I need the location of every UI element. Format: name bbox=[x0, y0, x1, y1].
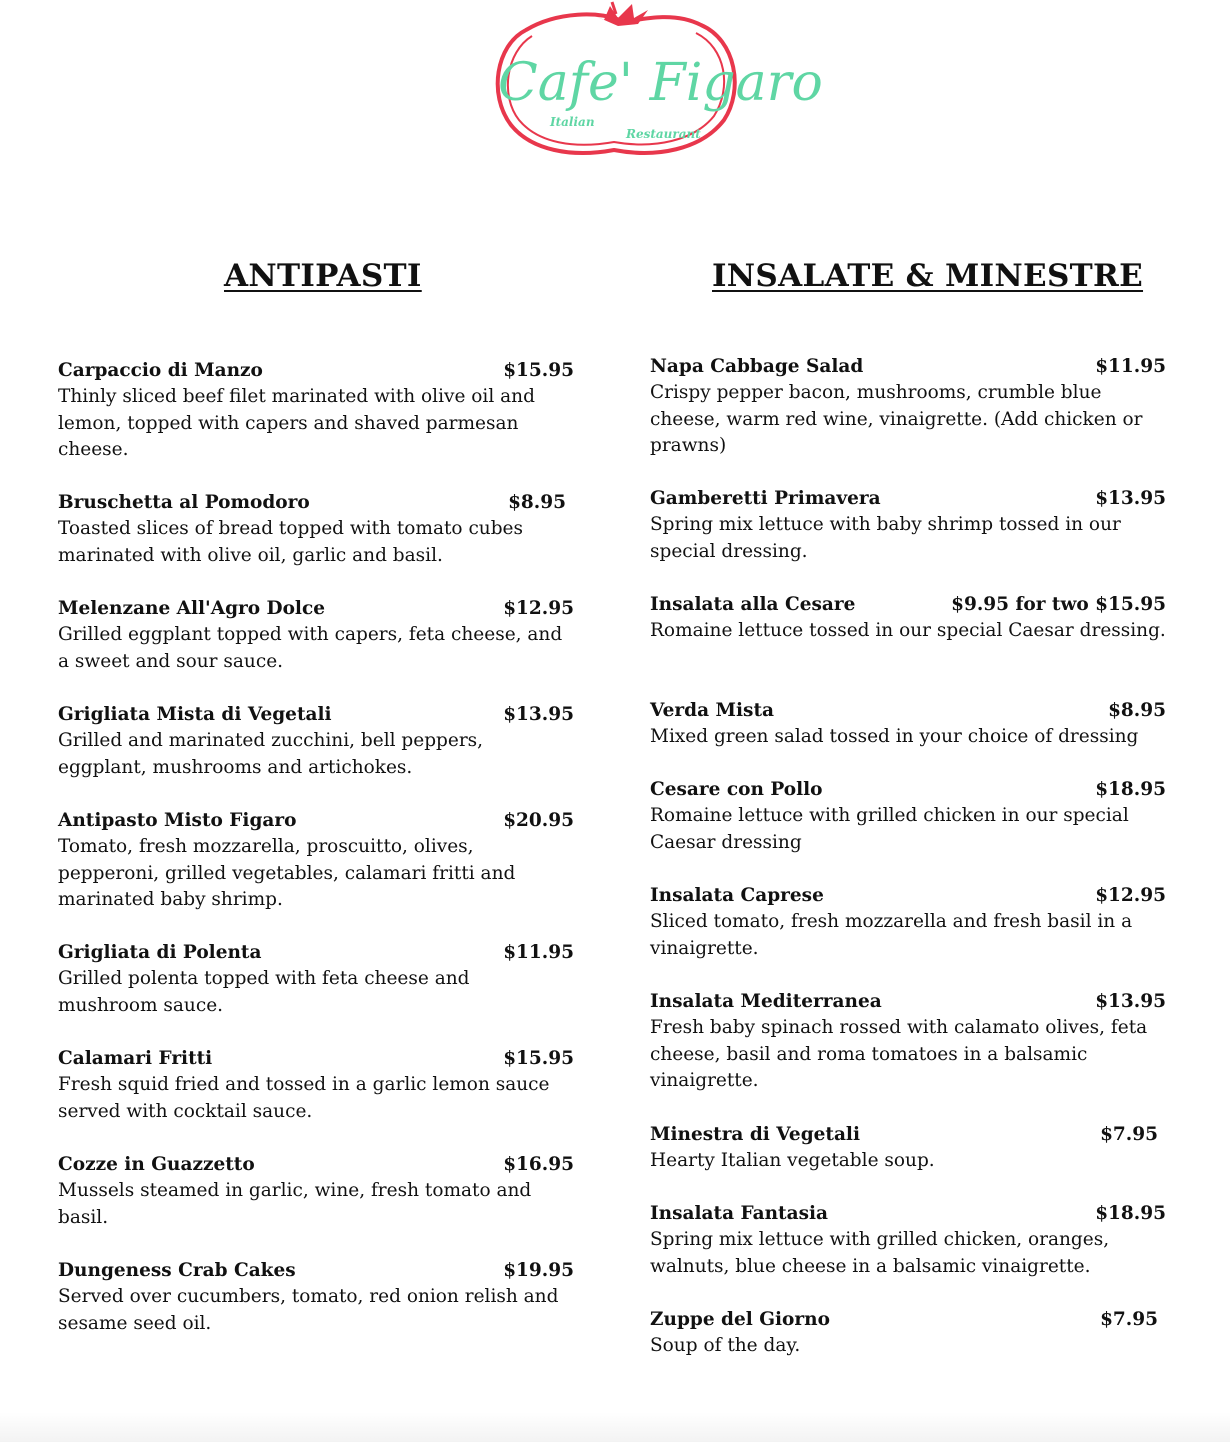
item-description: Sliced tomato, fresh mozzarella and fresh basil in a vinaigrette. bbox=[650, 911, 1133, 959]
item-name: Insalata alla Cesare bbox=[650, 594, 856, 615]
item-name: Dungeness Crab Cakes bbox=[58, 1260, 296, 1281]
menu-item bbox=[58, 1045, 574, 1125]
item-description: Toasted slices of bread topped with tomato cubes marinated with olive oil, garlic and basil. bbox=[58, 518, 524, 566]
item-name: Cozze in Guazzetto bbox=[58, 1154, 255, 1175]
item-name: Gamberetti Primavera bbox=[650, 488, 881, 509]
item-name: Calamari Fritti bbox=[58, 1048, 213, 1069]
item-price: $20.95 bbox=[503, 810, 574, 831]
item-description: Soup of the day. bbox=[650, 1335, 801, 1356]
item-description: Spring mix lettuce with grilled chicken, oranges, walnuts, blue cheese in a balsamic vinaigrette. bbox=[650, 1229, 1110, 1277]
item-price: $8.95 bbox=[1108, 700, 1166, 721]
menu-item bbox=[58, 489, 574, 569]
item-price: $15.95 bbox=[503, 1048, 574, 1069]
item-description: Spring mix lettuce with baby shrimp tossed in our special dressing. bbox=[650, 514, 1121, 562]
item-price: $9.95 for two $15.95 bbox=[951, 594, 1166, 615]
menu-item bbox=[650, 353, 1166, 460]
item-price: $13.95 bbox=[503, 704, 574, 725]
item-price: $19.95 bbox=[503, 1260, 574, 1281]
menu-item bbox=[58, 701, 574, 781]
menu-item bbox=[650, 988, 1166, 1095]
logo-tagline-italian: Italian bbox=[550, 115, 595, 129]
item-name: Verda Mista bbox=[650, 700, 774, 721]
menu-item bbox=[650, 591, 1166, 645]
item-name: Insalata Caprese bbox=[650, 885, 824, 906]
item-description: Romaine lettuce tossed in our special Caesar dressing. bbox=[650, 620, 1166, 641]
item-name: Grigliata di Polenta bbox=[58, 942, 262, 963]
menu-item bbox=[58, 1257, 574, 1337]
item-description: Tomato, fresh mozzarella, proscuitto, olives, pepperoni, grilled vegetables, calamari fritti and marinated baby shrimp. bbox=[58, 836, 516, 910]
menu-item bbox=[58, 939, 574, 1019]
item-description: Fresh baby spinach rossed with calamato olives, feta cheese, basil and roma tomatoes in a balsamic vinaigrette. bbox=[650, 1017, 1148, 1091]
item-price: $18.95 bbox=[1095, 1203, 1166, 1224]
item-description: Romaine lettuce with grilled chicken in our special Caesar dressing bbox=[650, 805, 1129, 853]
item-price: $7.95 bbox=[1100, 1309, 1158, 1330]
item-price: $7.95 bbox=[1100, 1124, 1158, 1145]
item-name: Zuppe del Giorno bbox=[650, 1309, 830, 1330]
menu-item bbox=[650, 697, 1166, 751]
tomato-logo-icon bbox=[486, 0, 823, 162]
item-name: Insalata Fantasia bbox=[650, 1203, 829, 1224]
item-price: $18.95 bbox=[1095, 779, 1166, 800]
item-description: Hearty Italian vegetable soup. bbox=[650, 1150, 935, 1171]
item-price: $12.95 bbox=[1095, 885, 1166, 906]
item-price: $12.95 bbox=[503, 598, 574, 619]
item-description: Served over cucumbers, tomato, red onion relish and sesame seed oil. bbox=[58, 1286, 559, 1334]
item-name: Bruschetta al Pomodoro bbox=[58, 492, 310, 513]
logo-name: Cafe' Figaro bbox=[498, 53, 823, 113]
item-price: $13.95 bbox=[1095, 991, 1166, 1012]
item-price: $11.95 bbox=[503, 942, 574, 963]
restaurant-logo bbox=[486, 0, 823, 162]
item-price: $16.95 bbox=[503, 1154, 574, 1175]
menu-item bbox=[650, 1306, 1166, 1360]
menu-item bbox=[650, 1121, 1166, 1175]
item-description: Fresh squid fried and tossed in a garlic lemon sauce served with cocktail sauce. bbox=[58, 1074, 550, 1122]
menu-item bbox=[650, 776, 1166, 856]
item-description: Grilled eggplant topped with capers, feta cheese, and a sweet and sour sauce. bbox=[58, 624, 563, 672]
item-name: Melenzane All'Agro Dolce bbox=[58, 598, 325, 619]
item-price: $11.95 bbox=[1095, 356, 1166, 377]
logo-tagline-restaurant: Restaurant bbox=[626, 127, 701, 141]
item-name: Minestra di Vegetali bbox=[650, 1124, 860, 1145]
item-name: Napa Cabbage Salad bbox=[650, 356, 864, 377]
item-name: Grigliata Mista di Vegetali bbox=[58, 704, 332, 725]
item-description: Mussels steamed in garlic, wine, fresh tomato and basil. bbox=[58, 1180, 532, 1228]
item-name: Insalata Mediterranea bbox=[650, 991, 882, 1012]
section-title-antipasti: ANTIPASTI bbox=[224, 258, 422, 294]
item-name: Antipasto Misto Figaro bbox=[58, 810, 297, 831]
item-price: $13.95 bbox=[1095, 488, 1166, 509]
menu-item bbox=[650, 1200, 1166, 1280]
menu-item bbox=[650, 485, 1166, 565]
item-name: Carpaccio di Manzo bbox=[58, 360, 263, 381]
section-title-insalate: INSALATE & MINESTRE bbox=[712, 258, 1144, 294]
item-price: $8.95 bbox=[508, 492, 566, 513]
menu-item bbox=[58, 595, 574, 675]
item-description: Thinly sliced beef filet marinated with olive oil and lemon, topped with capers and shaved parmesan cheese. bbox=[58, 386, 535, 460]
page-bottom-shade bbox=[0, 1412, 1230, 1442]
item-name: Cesare con Pollo bbox=[650, 779, 823, 800]
item-description: Grilled and marinated zucchini, bell peppers, eggplant, mushrooms and artichokes. bbox=[58, 730, 484, 778]
menu-item bbox=[650, 882, 1166, 962]
menu-item bbox=[58, 807, 574, 914]
menu-item bbox=[58, 357, 574, 464]
item-price: $15.95 bbox=[503, 360, 574, 381]
item-description: Crispy pepper bacon, mushrooms, crumble blue cheese, warm red wine, vinaigrette. (Add chicken or prawns) bbox=[650, 382, 1143, 456]
menu-item bbox=[58, 1151, 574, 1231]
item-description: Grilled polenta topped with feta cheese and mushroom sauce. bbox=[58, 968, 470, 1016]
item-description: Mixed green salad tossed in your choice of dressing bbox=[650, 726, 1139, 747]
